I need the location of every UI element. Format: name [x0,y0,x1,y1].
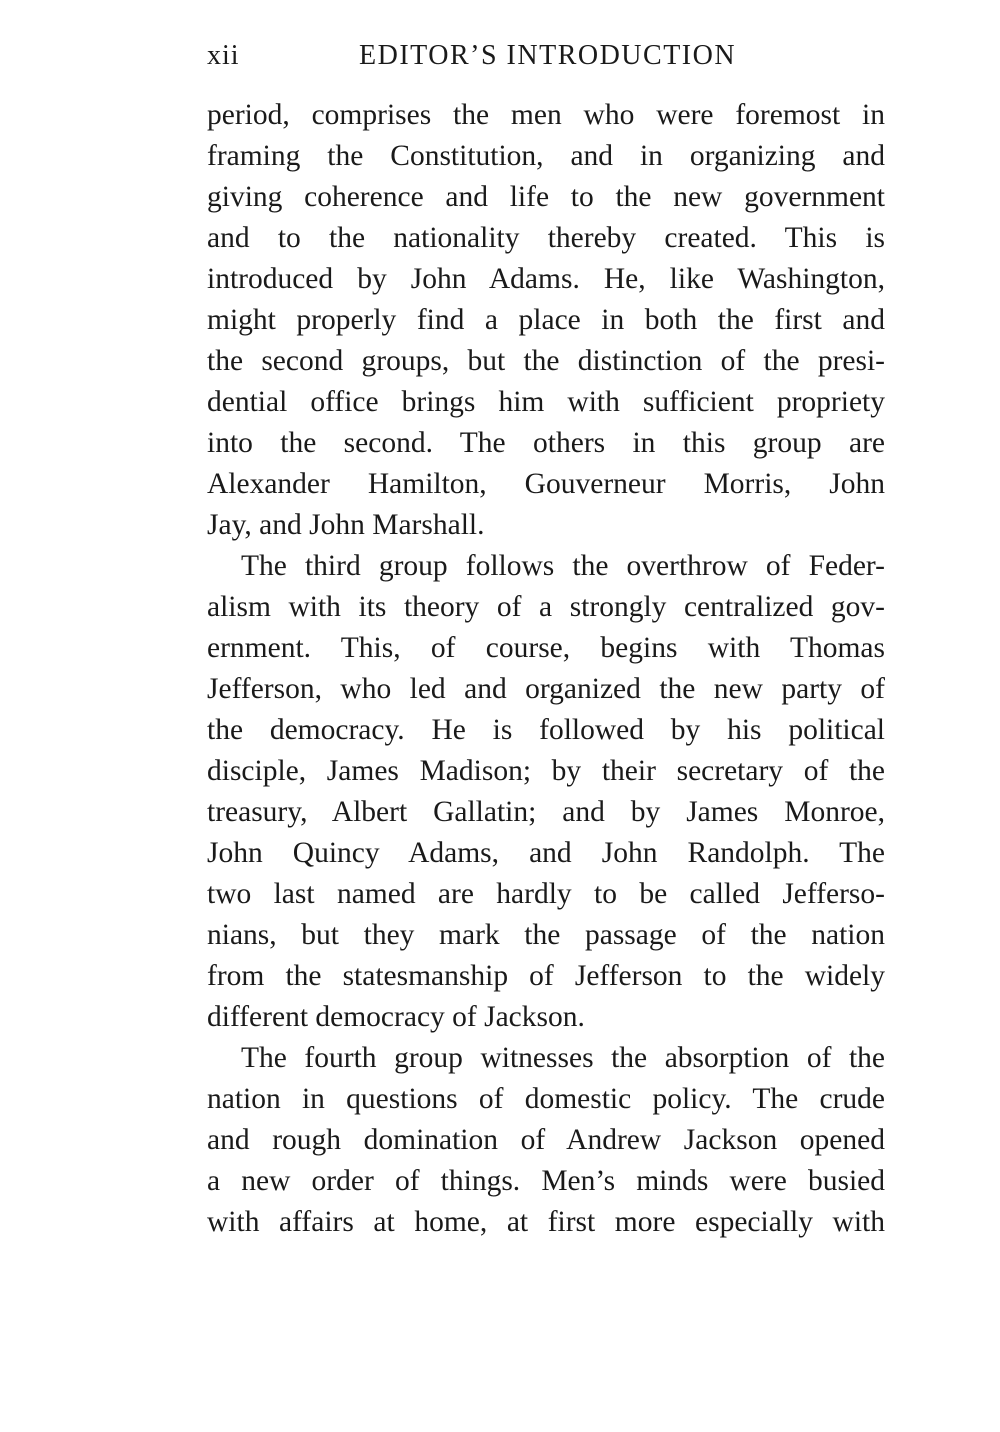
text-line: The third group follows the overthrow of Feder- [241,550,885,582]
paragraph [207,546,885,1038]
text-line: giving coherence and life to the new government [207,181,885,213]
running-head [207,40,885,80]
text-line: treasury, Albert Gallatin; and by James Monroe, [207,796,885,828]
text-line: with affairs at home, at first more especially with [207,1206,885,1238]
text-line: nians, but they mark the passage of the nation [207,919,885,951]
text-line: nation in questions of domestic policy. The crude [207,1083,885,1115]
text-line: dential office brings him with sufficient propriety [207,386,885,418]
text-line: ernment. This, of course, begins with Thomas [207,632,885,664]
text-line: and rough domination of Andrew Jackson opened [207,1124,885,1156]
text-line: alism with its theory of a strongly centralized gov- [207,591,885,623]
running-title: EDITOR’S INTRODUCTION [359,40,737,71]
text-line: period, comprises the men who were foremost in [207,99,885,131]
paragraph [207,95,885,546]
text-line: Jefferson, who led and organized the new party of [207,673,885,705]
paragraph [207,1038,885,1243]
text-line: Alexander Hamilton, Gouverneur Morris, John [207,468,885,500]
text-line: and to the nationality thereby created. This is [207,222,885,254]
page-number: xii [207,40,240,71]
text-line: framing the Constitution, and in organizing and [207,140,885,172]
text-line: the democracy. He is followed by his political [207,714,885,746]
text-line: Jay, and John Marshall. [207,509,485,541]
text-line: might properly find a place in both the first and [207,304,885,336]
text-line: the second groups, but the distinction of the presi- [207,345,885,377]
body-text [207,95,885,1243]
text-line: into the second. The others in this group are [207,427,885,459]
text-line: a new order of things. Men’s minds were busied [207,1165,885,1197]
text-line: introduced by John Adams. He, like Washington, [207,263,885,295]
text-line: disciple, James Madison; by their secretary of the [207,755,885,787]
text-line: The fourth group witnesses the absorption of the [241,1042,885,1074]
text-line: from the statesmanship of Jefferson to the widely [207,960,885,992]
text-line: different democracy of Jackson. [207,1001,585,1033]
text-line: two last named are hardly to be called Jefferso- [207,878,885,910]
text-line: John Quincy Adams, and John Randolph. The [207,837,885,869]
